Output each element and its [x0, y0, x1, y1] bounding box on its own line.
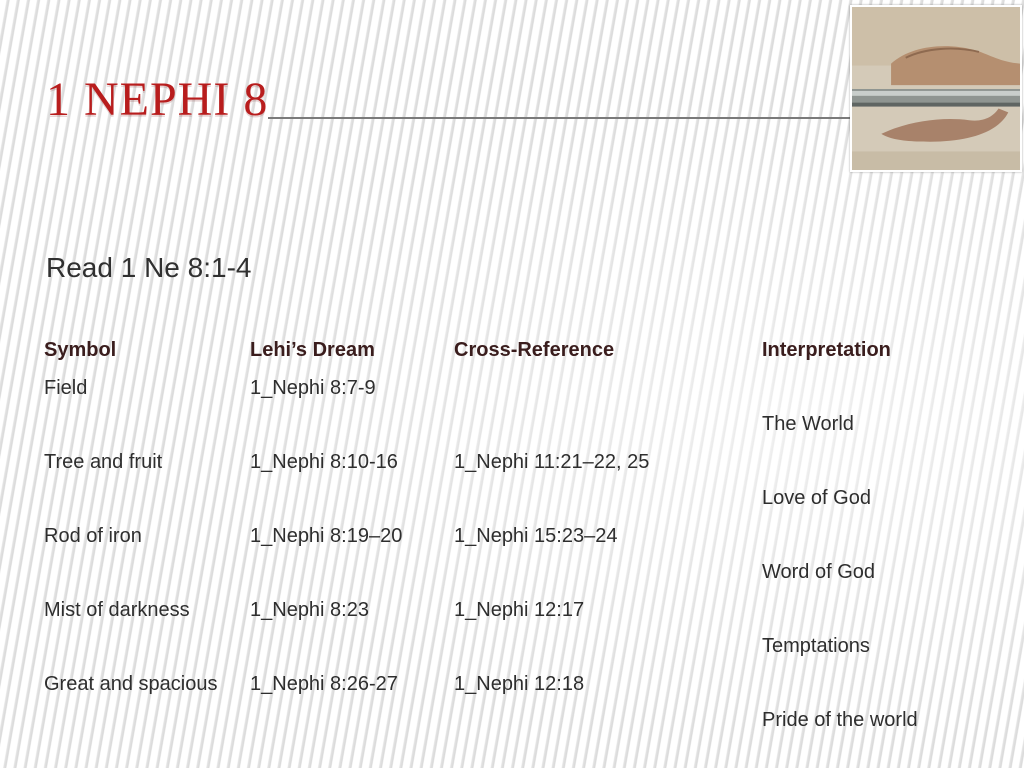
- row-dream-ref: 1_Nephi 8:26-27: [250, 673, 398, 695]
- row-cross-ref: 1_Nephi 12:17: [454, 599, 585, 621]
- header-cross-reference: Cross-Reference: [454, 339, 615, 361]
- header-lehis-dream: Lehi’s Dream: [250, 339, 375, 361]
- row-symbol: Mist of darkness: [44, 599, 190, 621]
- row-dream-ref: 1_Nephi 8:10-16: [250, 451, 398, 473]
- row-interpretation: Word of God: [762, 561, 876, 583]
- row-interpretation: Temptations: [762, 635, 870, 657]
- row-cross-ref: 1_Nephi 11:21–22, 25: [454, 451, 650, 473]
- row-symbol: Field: [44, 377, 88, 399]
- row-dream-ref: 1_Nephi 8:7-9: [250, 377, 376, 399]
- title-divider: [268, 117, 858, 119]
- hand-on-rod-photo: [850, 5, 1022, 172]
- row-cross-ref: 1_Nephi 15:23–24: [454, 525, 618, 547]
- row-interpretation: Love of God: [762, 487, 871, 509]
- row-symbol: Tree and fruit: [44, 451, 163, 473]
- slide-title: 1 NEPHI 8: [46, 73, 269, 126]
- row-cross-ref: 1_Nephi 12:18: [454, 673, 585, 695]
- dream-symbols-table: [44, 336, 984, 746]
- row-interpretation: The World: [762, 413, 854, 435]
- row-symbol: Rod of iron: [44, 525, 142, 547]
- header-interpretation: Interpretation: [762, 339, 891, 361]
- header-symbol: Symbol: [44, 339, 117, 361]
- photo-illustration: [852, 7, 1020, 170]
- row-dream-ref: 1_Nephi 8:23: [250, 599, 369, 621]
- row-symbol: Great and spacious: [44, 673, 218, 695]
- row-dream-ref: 1_Nephi 8:19–20: [250, 525, 403, 547]
- reading-assignment: Read 1 Ne 8:1-4: [46, 252, 252, 283]
- row-interpretation: Pride of the world: [762, 709, 918, 731]
